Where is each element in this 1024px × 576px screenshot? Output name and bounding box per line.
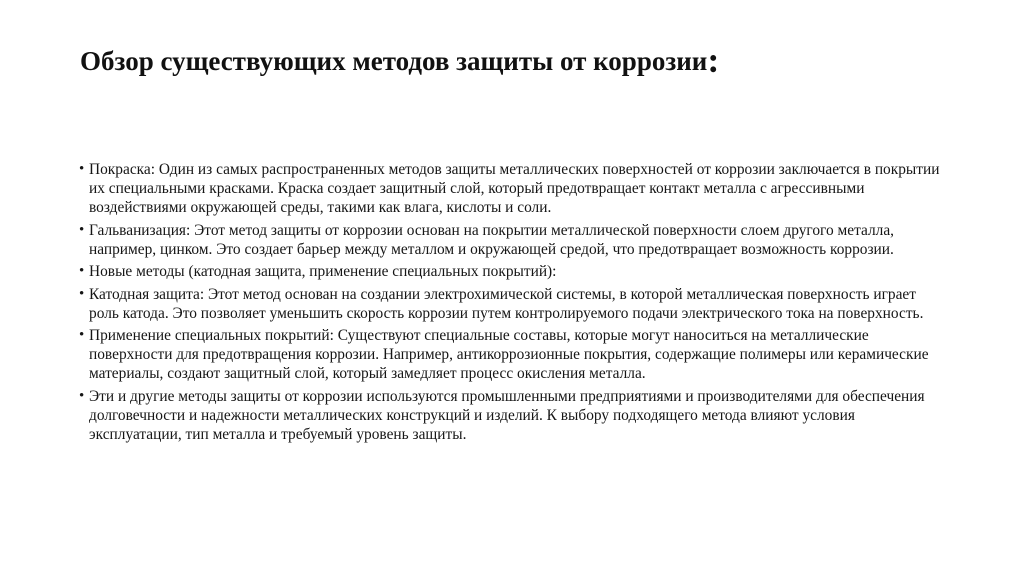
bullet-dot-icon: • bbox=[79, 387, 85, 404]
slide-title bbox=[80, 40, 960, 81]
bullet-text: Новые методы (катодная защита, применение специальных покрытий): bbox=[89, 263, 557, 280]
bullet-item-new-methods bbox=[79, 262, 949, 281]
bullet-dot-icon: • bbox=[79, 285, 85, 302]
bullet-item-painting bbox=[79, 160, 949, 217]
bullet-item-galvanization bbox=[79, 221, 949, 259]
bullet-dot-icon: • bbox=[79, 327, 85, 343]
bullet-text: Покраска: Один из самых распространенных методов защиты металлических поверхностей от коррозии заключается в покрытии их специальными красками. Краска создает защитный слой, который предотвращает контакт металла с агрессивными воздействиями окружающей среды, такими как влага, кислоты и соли. bbox=[89, 161, 940, 216]
slide-title-text: Обзор существующих методов защиты от коррозии bbox=[80, 46, 708, 76]
bullet-dot-icon: • bbox=[79, 263, 85, 279]
bullet-item-conclusion bbox=[79, 387, 949, 444]
bullet-list bbox=[79, 160, 949, 447]
bullet-item-cathodic-protection bbox=[79, 285, 949, 323]
slide-title-colon: : bbox=[707, 40, 720, 80]
bullet-item-special-coatings bbox=[79, 326, 949, 383]
bullet-dot-icon: • bbox=[79, 161, 85, 177]
bullet-text: Эти и другие методы защиты от коррозии используются промышленными предприятиями и производителями для обеспечения долговечности и надежности металлических конструкций и изделий. К выбору подходящего метода влияют условия эксплуатации, тип металла и требуемый уровень защиты. bbox=[89, 387, 925, 443]
bullet-text: Катодная защита: Этот метод основан на создании электрохимической системы, в которой металлическая поверхность играет роль катода. Это позволяет уменьшить скорость коррозии путем контролируемого подачи электрического тока на поверхность. bbox=[89, 285, 924, 322]
bullet-text: Применение специальных покрытий: Существуют специальные составы, которые могут наноситься на металлические поверхности для предотвращения коррозии. Например, антикоррозионные покрытия, содержащие полимеры или керамические материалы, создают защитный слой, который замедляет процесс окисления металла. bbox=[89, 327, 929, 382]
bullet-text: Гальванизация: Этот метод защиты от коррозии основан на покрытии металлической поверхности слоем другого металла, например, цинком. Это создает барьер между металлом и окружающей средой, что предотвращает возможность коррозии. bbox=[89, 221, 895, 258]
bullet-dot-icon: • bbox=[79, 221, 85, 238]
